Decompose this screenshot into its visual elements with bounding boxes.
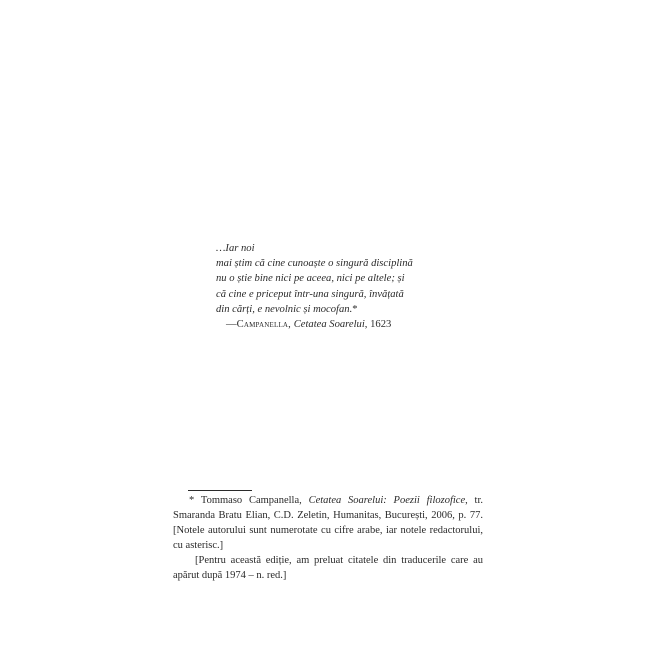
epigraph-line-5 — [216, 302, 456, 317]
footnote-reference-mark: * — [352, 303, 358, 315]
epigraph-line-2: mai știm că cine cunoaște o singură disciplină — [216, 258, 413, 270]
footnote-1-author: Tommaso Campanella, — [200, 495, 302, 506]
attribution-year: , 1623 — [364, 319, 392, 331]
epigraph-attribution — [226, 317, 456, 332]
footnote-separator-rule — [188, 490, 252, 491]
epigraph-line-1: …Iar noi — [216, 243, 255, 254]
epigraph-line-5-text: din cărți, e nevolnic și mocofan. — [216, 303, 353, 315]
footnote-2: [Pentru această ediție, am preluat citatele din traducerile care au apărut după 1974 – n. red.] — [173, 555, 483, 582]
footnote-1 — [173, 493, 483, 553]
footnotes-block — [173, 493, 483, 584]
epigraph-quote — [216, 241, 456, 332]
attribution-work: Cetatea Soarelui — [293, 319, 365, 331]
footnote-1-mark: * — [189, 495, 195, 506]
attribution-dash: — — [226, 319, 237, 331]
attribution-author: Campanella, — [236, 319, 292, 331]
epigraph-line-4: că cine e priceput într-una singură, învățată — [216, 288, 404, 300]
epigraph-line-3: nu o știe bine nici pe aceea, nici pe altele; și — [216, 273, 405, 285]
footnote-1-rest: , tr. Smaranda Bratu Elian, C.D. Zeletin, Humanitas, București, 2006, p. 77. [Notele autorului sunt numerotate cu cifre arabe, iar notele redactorului, cu asterisc.] — [173, 495, 484, 552]
footnote-1-title: Cetatea Soarelui: Poezii filozofice — [308, 495, 466, 506]
